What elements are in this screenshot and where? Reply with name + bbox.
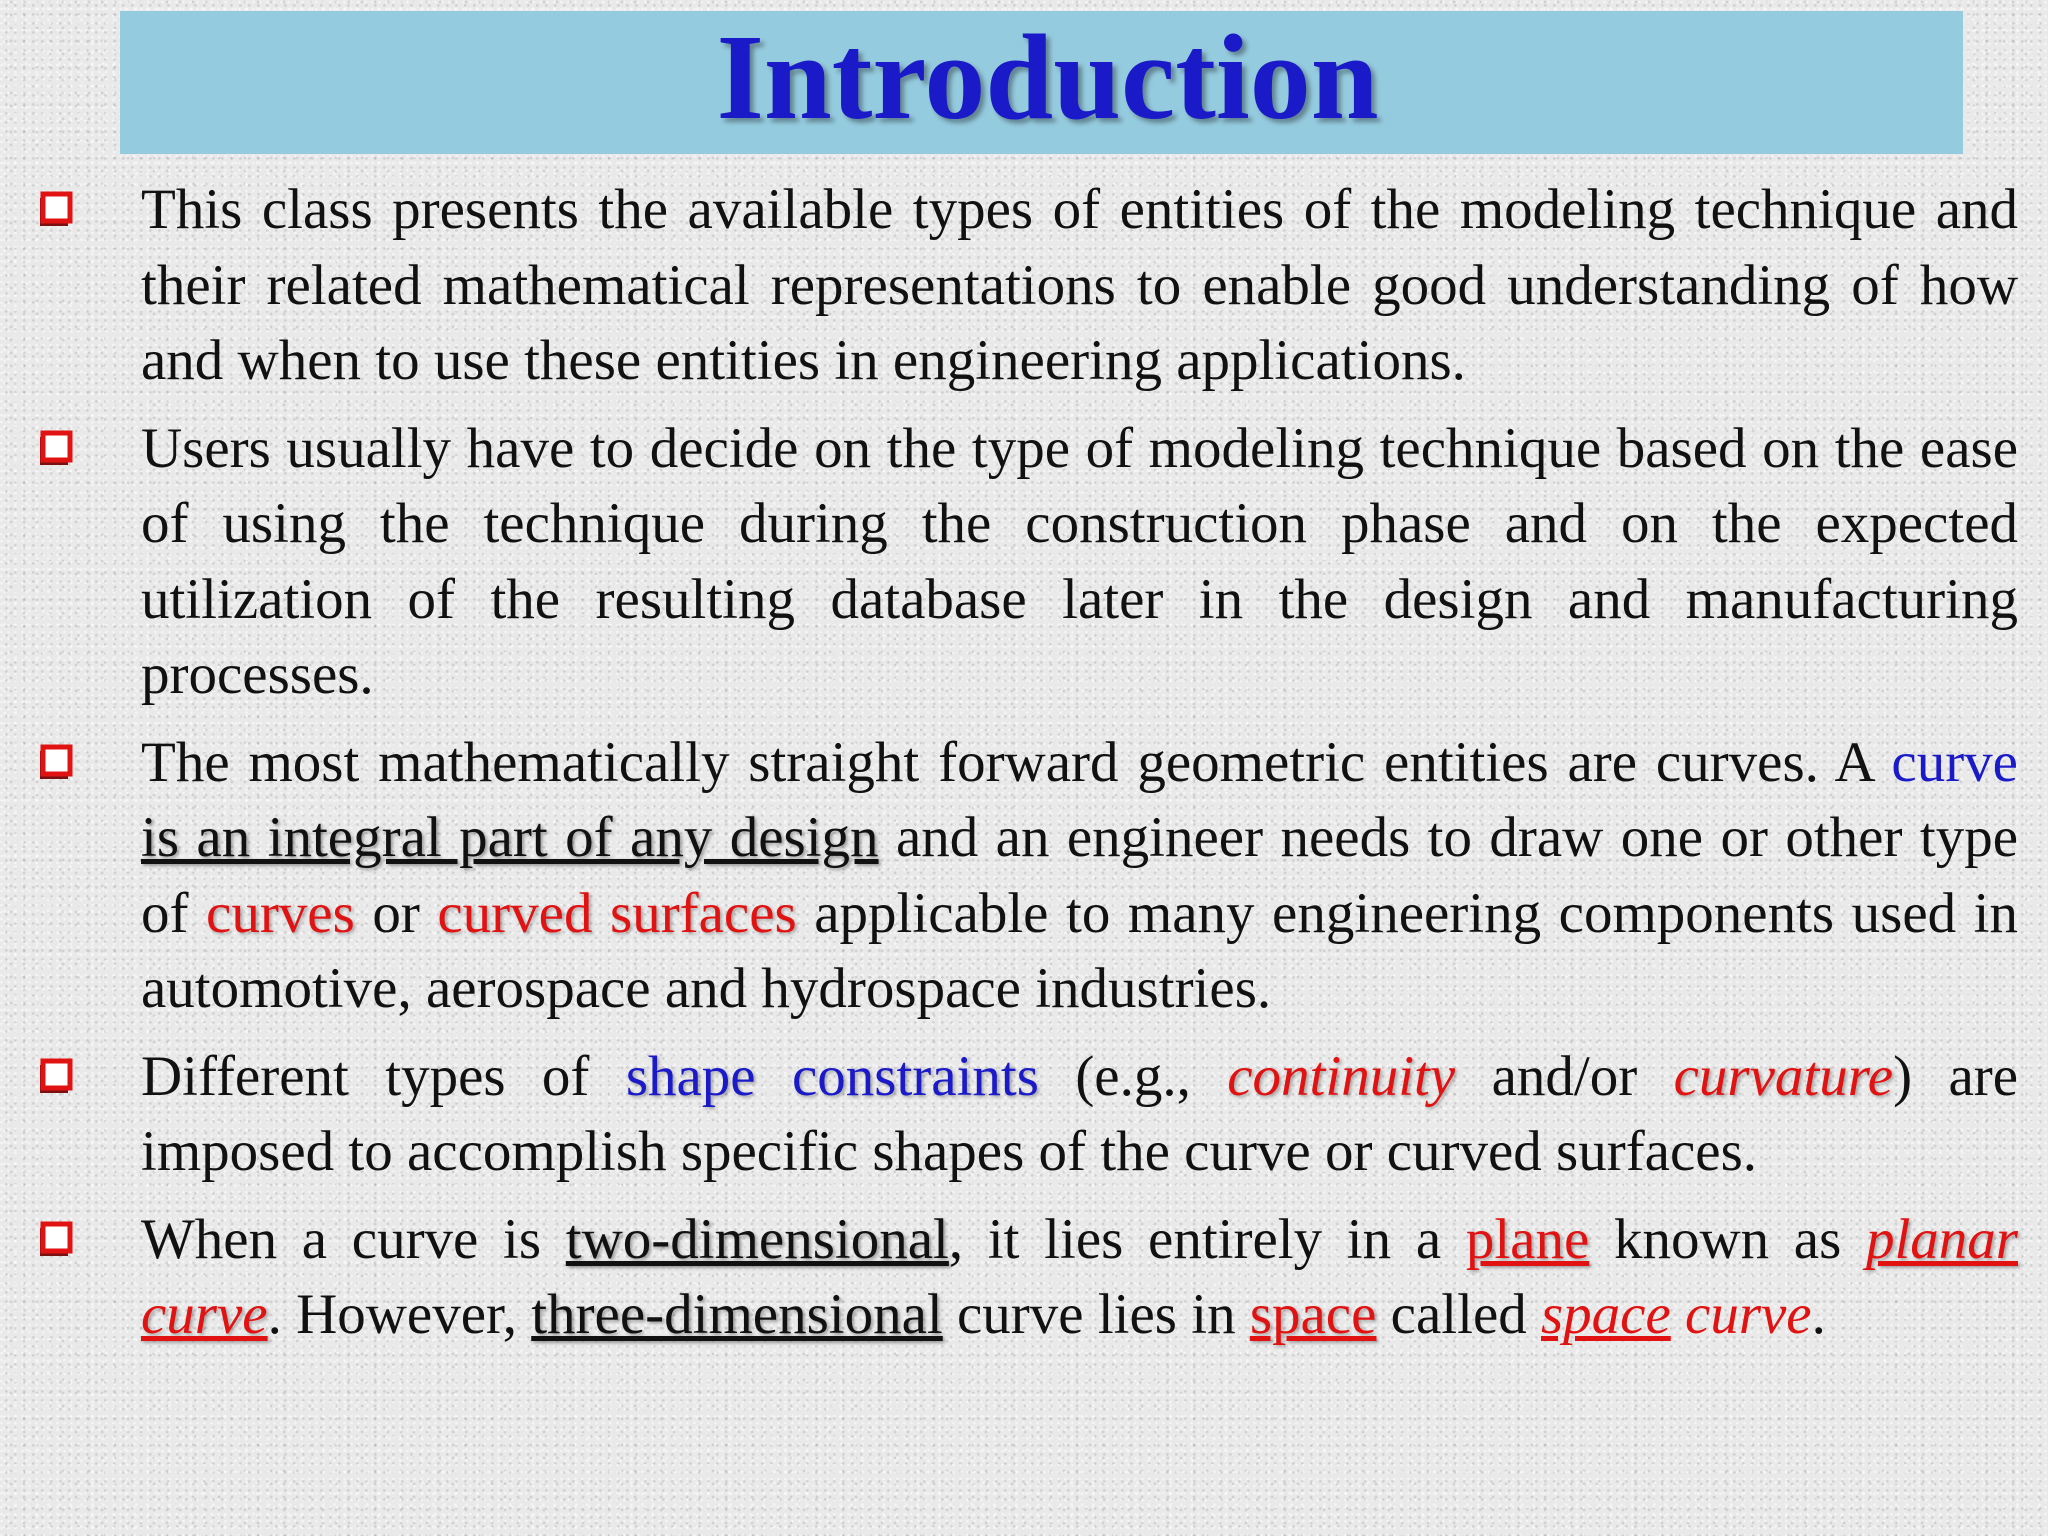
term-curvature: curvature (1673, 1044, 1894, 1108)
bullet-3-text-c: applicable to many engineering components used in automotive, aerospace and hydrospace industries. (141, 881, 2018, 1020)
bullet-text (141, 725, 2018, 1027)
bullet-text (141, 1039, 2018, 1190)
red-hollow-square-icon (38, 1202, 141, 1277)
bullet-item (38, 725, 2018, 1027)
bullet-5-text-a: When a curve is (141, 1207, 566, 1271)
bullet-item (38, 411, 2018, 713)
bullet-5-text-c: known as (1589, 1207, 1866, 1271)
term-planar-curve: planar curve (141, 1207, 2018, 1346)
term-plane: plane (1465, 1207, 1590, 1271)
bullet-5-text-e: curve lies in (942, 1283, 1250, 1346)
bullet-text (141, 172, 2018, 399)
bullet-list (38, 172, 2018, 1365)
bullet-5-text-b: , it lies entirely in a (948, 1207, 1466, 1271)
red-hollow-square-icon (38, 725, 141, 800)
bullet-item (38, 1039, 2018, 1190)
bullet-item (38, 172, 2018, 399)
page-title: Introduction (716, 9, 1379, 145)
bullet-5-text-d: . However, (267, 1283, 532, 1346)
term-space-curve-space: space (1541, 1283, 1671, 1346)
bullet-4-text-d: ) are imposed to accomplish specific shapes of the curve or curved surfaces. (141, 1044, 2019, 1183)
term-three-dimensional: three-dimensional (531, 1283, 943, 1346)
bullet-3-text-a: The most mathematically straight forward geometric entities are curves. A (141, 730, 1892, 794)
bullet-text (141, 411, 2018, 713)
term-space: space (1249, 1283, 1377, 1346)
red-hollow-square-icon (38, 1039, 141, 1114)
bullet-4-text-b: (e.g., (1038, 1044, 1228, 1108)
term-curves: curves (206, 881, 355, 945)
bullet-3-text-or: or (354, 881, 438, 945)
red-hollow-square-icon (38, 172, 141, 247)
bullet-text (141, 1202, 2018, 1353)
bullet-2-text: Users usually have to decide on the type of modeling technique based on the ease of using the technique during the construction phase and on the expected utilization of the resulting database later in the design and manufacturing processes. (141, 416, 2018, 706)
bullet-4-text-a: Different types of (141, 1044, 626, 1108)
bullet-3-text-b: and an engineer needs to draw one or other type of (141, 806, 2018, 945)
term-shape-constraints: shape constraints (625, 1044, 1039, 1108)
term-continuity: continuity (1227, 1044, 1456, 1108)
bullet-item (38, 1202, 2018, 1353)
term-integral-part: is an integral part of any design (141, 806, 879, 869)
red-hollow-square-icon (38, 411, 141, 486)
bullet-4-text-c: and/or (1455, 1044, 1674, 1108)
term-two-dimensional: two-dimensional (565, 1207, 949, 1271)
term-curved-surfaces: curved surfaces (437, 881, 797, 945)
bullet-1-text: This class presents the available types of entities of the modeling technique and their related mathematical representations to enable good understanding of how and when to use these entities in engineering applications. (141, 178, 2018, 392)
term-space-curve-curve: curve (1685, 1283, 1812, 1346)
bullet-5-text-g: . (1811, 1283, 1826, 1346)
bullet-5-text-f: called (1376, 1283, 1541, 1346)
title-bar (120, 11, 1963, 154)
term-curve: curve (1891, 730, 2018, 794)
